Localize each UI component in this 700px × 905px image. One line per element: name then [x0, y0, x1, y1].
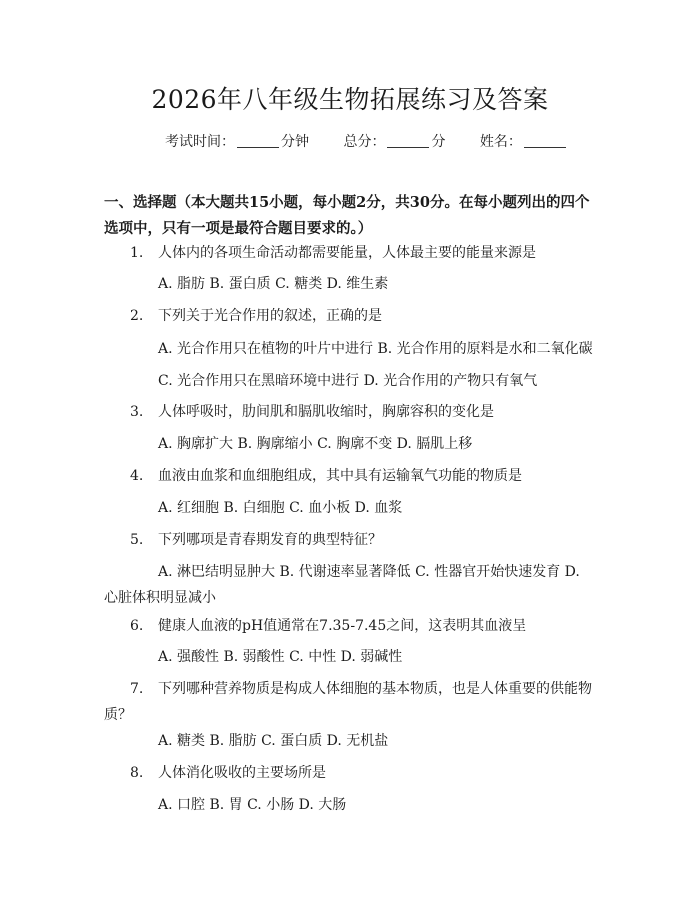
question-8-options: A. 口腔 B. 胃 C. 小肠 D. 大肠 — [158, 797, 347, 813]
question-2-options-line-1: A. 光合作用只在植物的叶片中进行 B. 光合作用的原料是水和二氧化碳 — [158, 341, 593, 357]
question-2 — [130, 303, 382, 329]
question-stem: 人体呼吸时，肋间肌和膈肌收缩时，胸廓容积的变化是 — [158, 404, 494, 420]
question-stem: 下列哪种营养物质是构成人体细胞的基本物质，也是人体重要的供能物质？ — [104, 681, 592, 723]
question-stem: 人体消化吸收的主要场所是 — [158, 765, 326, 781]
student-name-field — [480, 134, 568, 150]
question-1 — [130, 240, 536, 266]
question-7 — [104, 676, 598, 728]
total-score-blank — [387, 133, 429, 148]
exam-time-unit: 分钟 — [281, 134, 309, 150]
student-name-blank — [524, 133, 566, 148]
question-number: 6. — [130, 618, 144, 634]
question-stem: 人体内的各项生命活动都需要能量，人体最主要的能量来源是 — [158, 245, 536, 261]
section-heading: 一、选择题（本大题共15小题，每小题2分，共30分。在每小题列出的四个选项中，只有一项是最符合题目要求的。） — [104, 194, 590, 237]
total-score-field — [343, 134, 445, 150]
question-number: 8. — [130, 765, 144, 781]
question-6 — [130, 613, 526, 639]
page-title: 2026年八年级生物拓展练习及答案 — [151, 85, 549, 114]
question-number: 7. — [130, 681, 144, 697]
question-2-options-line-2: C. 光合作用只在黑暗环境中进行 D. 光合作用的产物只有氧气 — [158, 373, 538, 389]
exam-time-blank — [237, 133, 279, 148]
question-number: 2. — [130, 308, 144, 324]
question-number: 1. — [130, 245, 144, 261]
question-6-options: A. 强酸性 B. 弱酸性 C. 中性 D. 弱碱性 — [158, 649, 403, 665]
question-number: 4. — [130, 468, 144, 484]
question-5-options: A. 淋巴结明显肿大 B. 代谢速率显著降低 C. 性器官开始快速发育 D. 心脏体积明显减小 — [104, 564, 580, 606]
student-name-label: 姓名： — [479, 134, 522, 150]
question-stem: 下列哪项是青春期发育的典型特征？ — [158, 532, 382, 548]
question-stem: 下列关于光合作用的叙述，正确的是 — [158, 308, 382, 324]
question-3-options: A. 胸廓扩大 B. 胸廓缩小 C. 胸廓不变 D. 膈肌上移 — [158, 436, 473, 452]
total-score-label: 总分： — [343, 134, 386, 150]
exam-time-field — [165, 134, 309, 150]
question-7-options: A. 糖类 B. 脂肪 C. 蛋白质 D. 无机盐 — [158, 733, 389, 749]
question-5 — [130, 527, 382, 553]
question-stem: 血液由血浆和血细胞组成，其中具有运输氧气功能的物质是 — [158, 468, 522, 484]
question-1-options: A. 脂肪 B. 蛋白质 C. 糖类 D. 维生素 — [158, 276, 389, 292]
question-8 — [130, 760, 326, 786]
total-score-unit: 分 — [431, 134, 446, 150]
question-number: 5. — [130, 532, 144, 548]
question-stem: 健康人血液的pH值通常在7.35-7.45之间，这表明其血液呈 — [158, 618, 527, 634]
exam-info-line — [165, 131, 568, 151]
question-4-options: A. 红细胞 B. 白细胞 C. 血小板 D. 血浆 — [158, 500, 403, 516]
question-3 — [130, 399, 494, 425]
exam-time-label: 考试时间： — [165, 134, 235, 150]
question-4 — [130, 463, 522, 489]
question-number: 3. — [130, 404, 144, 420]
